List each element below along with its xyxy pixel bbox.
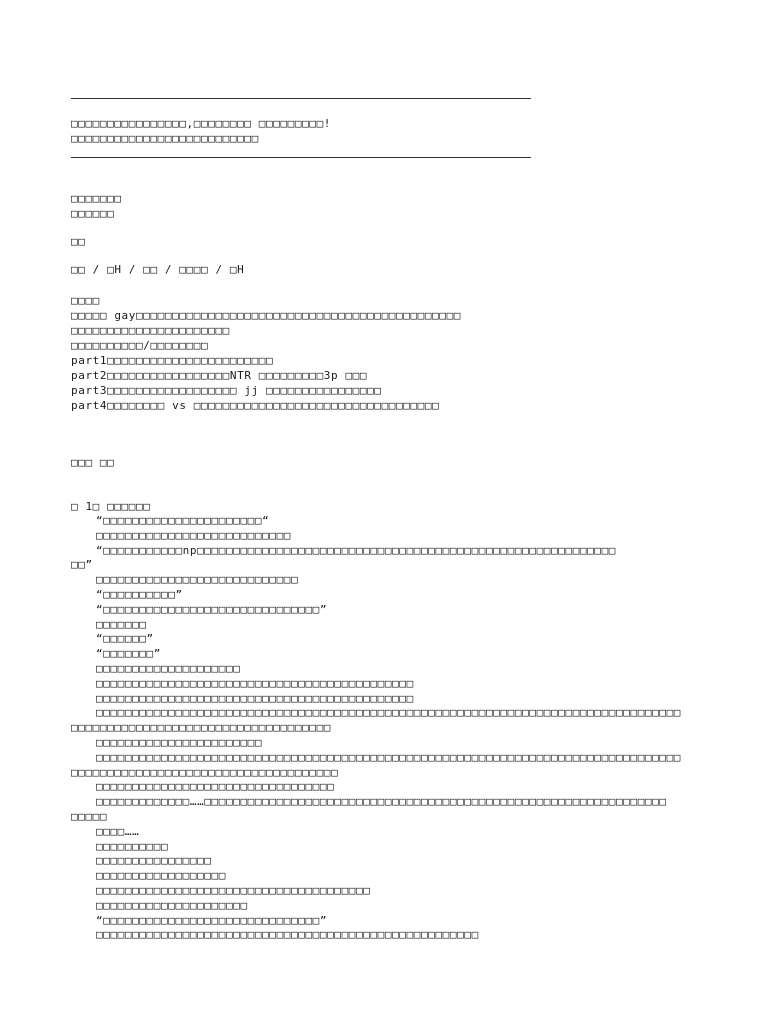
paragraph-line: “□□□□□□□□□□□np□□□□□□□□□□□□□□□□□□□□□□□□□□□□□□□□□□□□□□□□□□□□□□□□□□□□□□□□□□ (96, 543, 617, 557)
paragraph-line: □□□□□ (71, 810, 108, 823)
paragraph-line: □□□□□□□□□□□□□□□□□□□□□□□□□□□□□□□□□ (96, 780, 335, 794)
paragraph-line: □□□□□□□□□□□□□□□□□□□□□□□□□□□ (96, 528, 292, 542)
paragraph-line: “□□□□□□□□□□□□□□□□□□□□□□□□□□□□□□” (96, 913, 328, 927)
bottom-rule (71, 157, 531, 158)
summary-line: part1□□□□□□□□□□□□□□□□□□□□□□□ (71, 354, 274, 367)
paragraph-line: “□□□□□□□” (96, 647, 162, 661)
notice-line-1: □□□□□□□□□□□□□□□□,□□□□□□□□ □□□□□□□□□! (71, 117, 332, 130)
paragraph-line: □□□□□□□□□□□□□□□□□□ (96, 869, 227, 883)
summary-line: part3□□□□□□□□□□□□□□□□□□ jj □□□□□□□□□□□□□□□□ (71, 384, 382, 397)
paragraph-line: □□□□…… (96, 824, 140, 838)
summary-line: □□□□□□□□□□/□□□□□□□□ (71, 339, 209, 352)
paragraph-line: □□□□□□□□□□ (96, 839, 169, 853)
top-rule (71, 98, 531, 99)
paragraph-line: “□□□□□□” (96, 632, 154, 646)
paragraph-line: □□□□□□□□□□□□□……□□□□□□□□□□□□□□□□□□□□□□□□□□□□□□□□□□□□□□□□□□□□□□□□□□□□□□□□□□□□□□□□ (96, 795, 667, 809)
book-tags: □□ / □H / □□ / □□□□ / □H (71, 263, 245, 276)
paragraph-line: “□□□□□□□□□□□□□□□□□□□□□□□□□□□□□□” (96, 602, 328, 616)
paragraph-line: □□□□□□□□□□□□□□□□□□□□□□□□□□□□ (96, 573, 299, 587)
paragraph-line: □□□□□□□□□□□□□□□□□□□□□□□ (96, 736, 263, 749)
paragraph-line: □□□□□□□□□□□□□□□□□□□□□□□□□□□□□□□□□□□□□□□□□□□□□□□□□□□□□ (96, 928, 479, 942)
book-author: □□□□□□ (71, 207, 115, 220)
summary-line: part4□□□□□□□□ vs □□□□□□□□□□□□□□□□□□□□□□□□□□□□□□□□□□ (71, 399, 440, 412)
summary-line: part2□□□□□□□□□□□□□□□□□NTR □□□□□□□□□3p □□□ (71, 369, 368, 382)
paragraph-line: “□□□□□□□□□□” (96, 588, 183, 601)
book-title: □□□□□□□ (71, 192, 122, 205)
paragraph-line: □□□□□□□□□□□□□□□□□□□□□ (96, 898, 248, 912)
paragraph-line: □□” (71, 558, 93, 572)
chapter-title: □ 1□ □□□□□□ (71, 500, 151, 513)
paragraph-line: □□□□□□□□□□□□□□□□□□□□□□□□□□□□□□□□□□□□□□□□□□□□ (96, 691, 414, 705)
paragraph-line: □□□□□□□□□□□□□□□□□□□□ (96, 662, 241, 675)
book-status: □□ (71, 235, 86, 248)
paragraph-line: □□□□□□□□□□□□□□□□□□□□□□□□□□□□□□□□□□□□□□□□□□□□□□□□□□□□□□□□□□□□□□□□□□□□□□□□□□□□□□□□□ (96, 706, 682, 720)
paragraph-line: □□□□□□□□□□□□□□□□□□□□□□□□□□□□□□□□□□□□ (71, 721, 332, 735)
summary-line: □□□□□ gay□□□□□□□□□□□□□□□□□□□□□□□□□□□□□□□□□□□□□□□□□□□□□ (71, 309, 462, 322)
volume-heading: □□□ □□ (71, 456, 115, 469)
paragraph-line: □□□□□□□□□□□□□□□□□□□□□□□□□□□□□□□□□□□□□□ (96, 884, 371, 897)
paragraph-line: □□□□□□□□□□□□□□□□□□□□□□□□□□□□□□□□□□□□□□□□□□□□ (96, 676, 414, 690)
paragraph-line: “□□□□□□□□□□□□□□□□□□□□□□“ (96, 514, 270, 527)
paragraph-line: □□□□□□□□□□□□□□□□□□□□□□□□□□□□□□□□□□□□□ (71, 765, 339, 779)
paragraph-line: □□□□□□□ (96, 617, 147, 631)
summary-line: □□□□□□□□□□□□□□□□□□□□□□ (71, 324, 230, 337)
paragraph-line: □□□□□□□□□□□□□□□□□□□□□□□□□□□□□□□□□□□□□□□□□□□□□□□□□□□□□□□□□□□□□□□□□□□□□□□□□□□□□□□□□ (96, 750, 682, 764)
paragraph-line: □□□□□□□□□□□□□□□□ (96, 854, 212, 868)
summary-heading: □□□□ (71, 294, 100, 307)
notice-line-2: □□□□□□□□□□□□□□□□□□□□□□□□□□ (71, 132, 259, 145)
